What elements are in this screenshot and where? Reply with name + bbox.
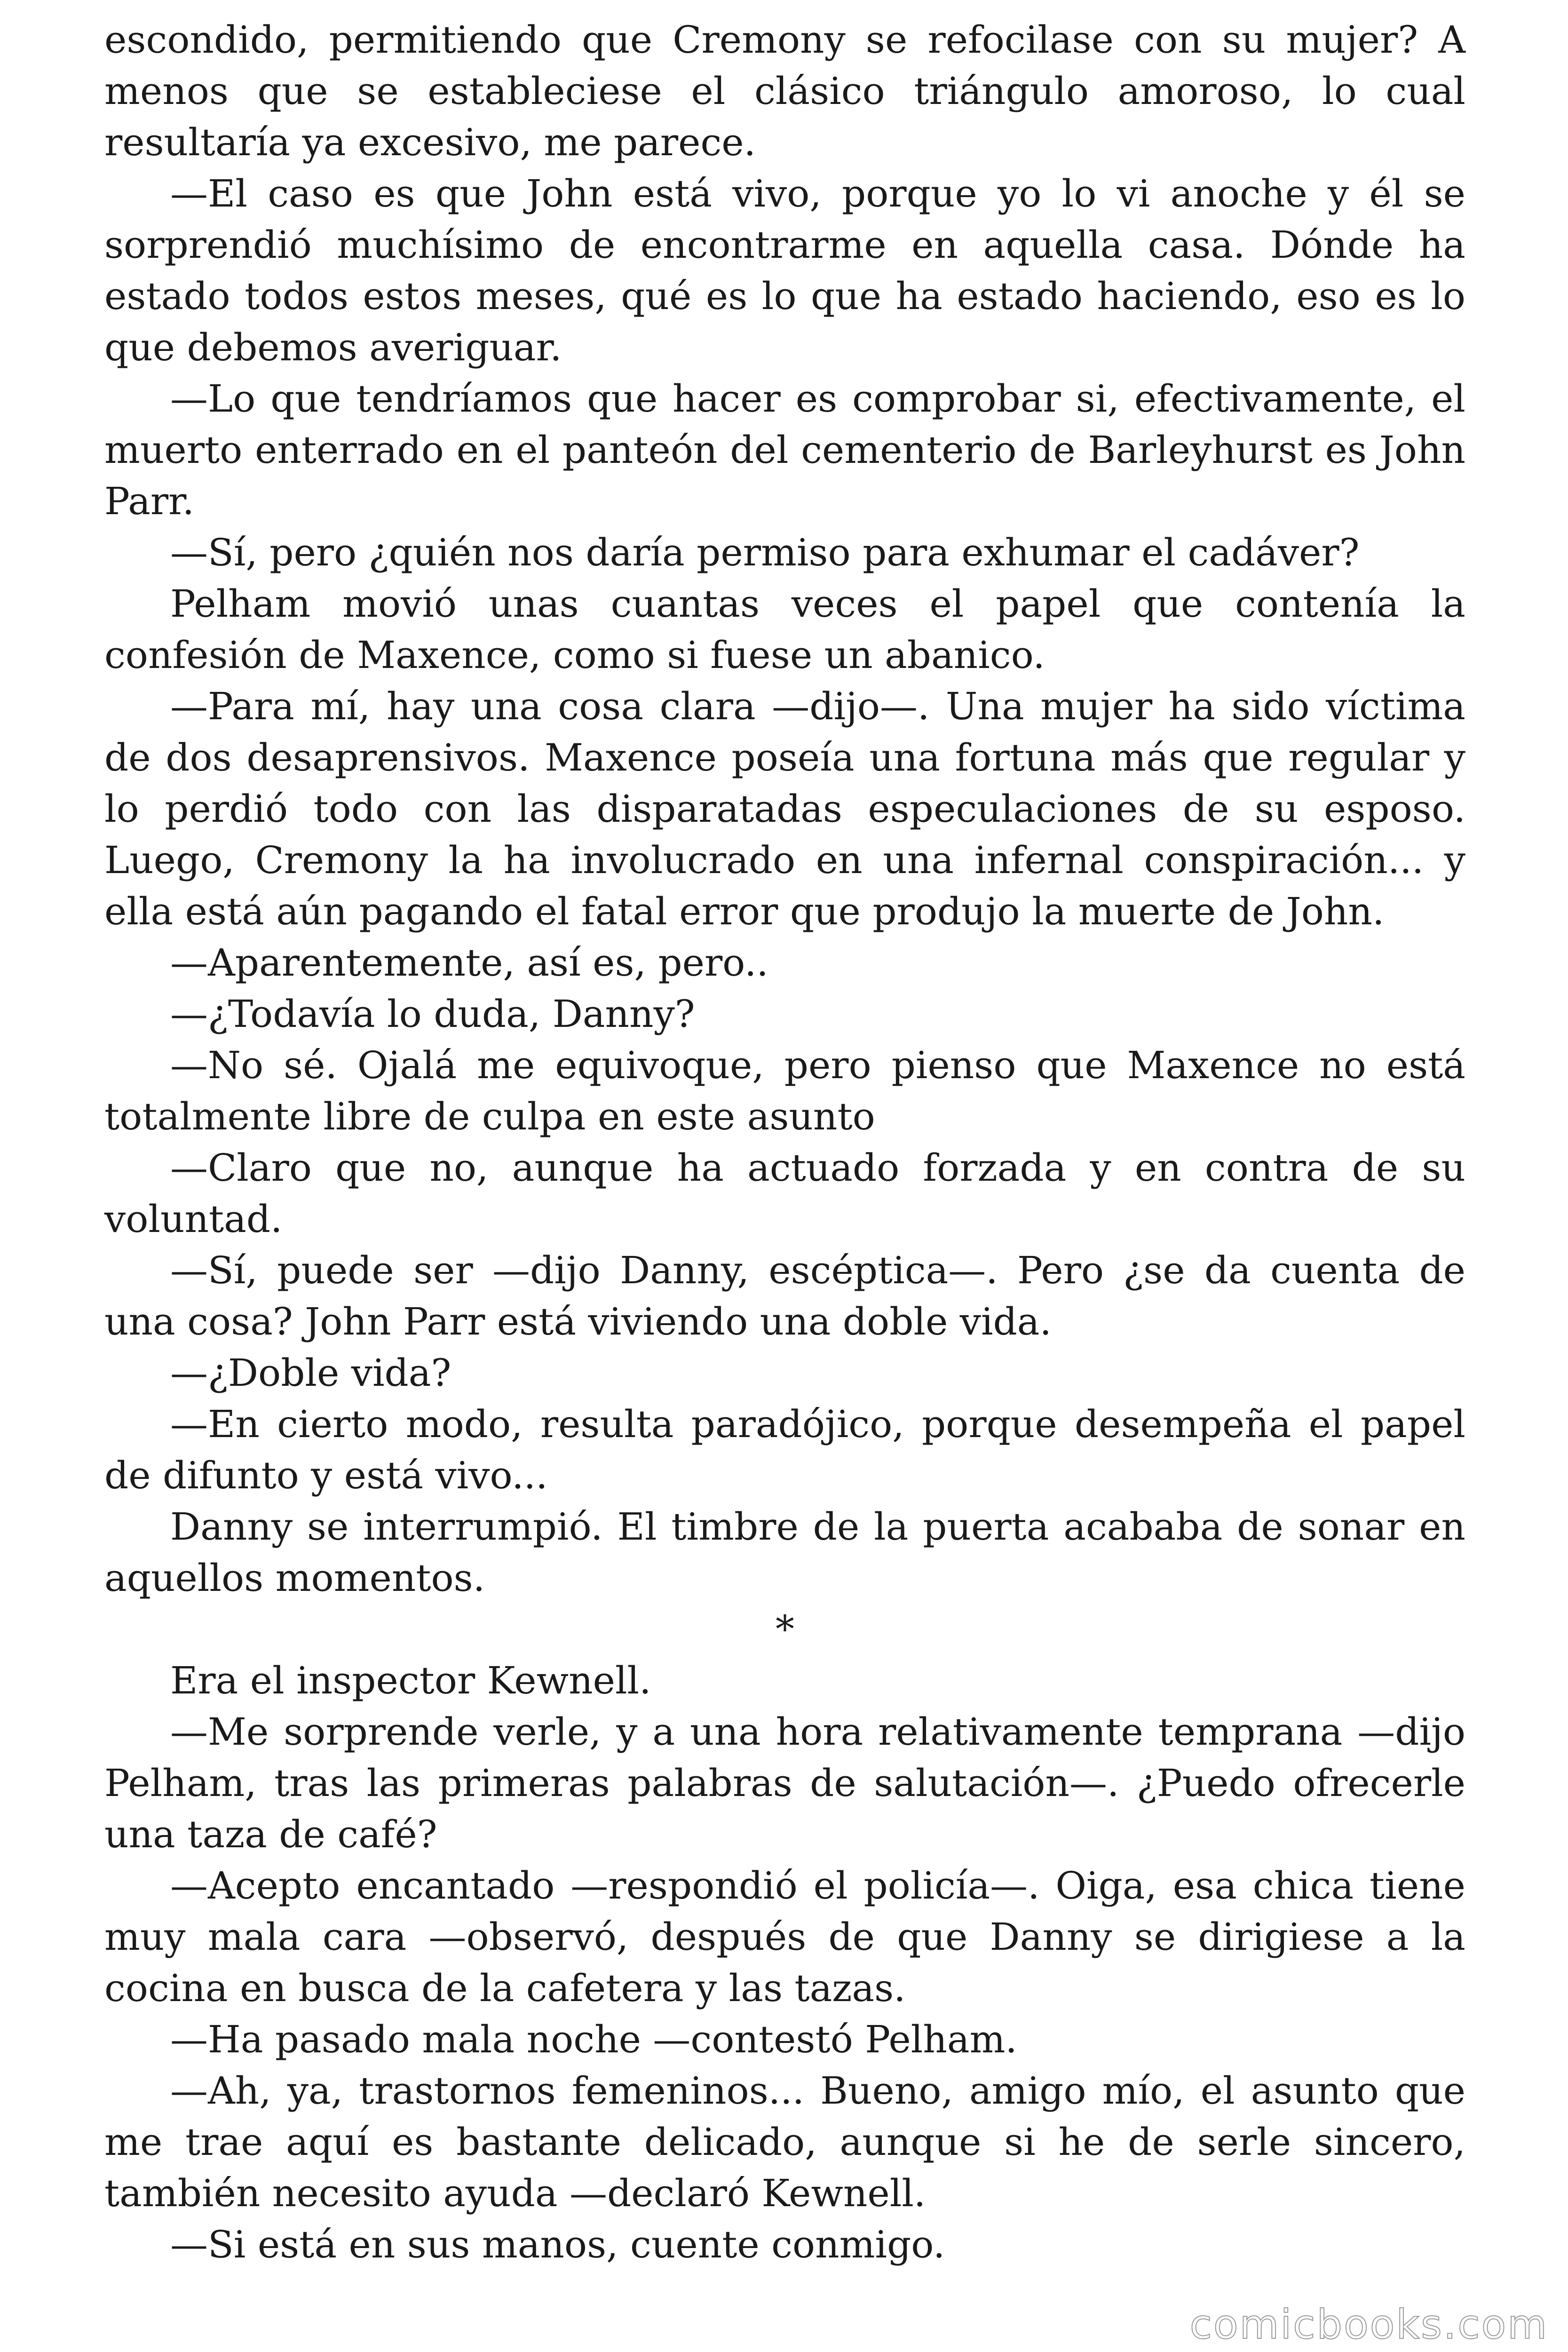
paragraph: —El caso es que John está vivo, porque yo lo vi anoche y él se sorprendió muchísimo de encontrarme en aquella casa. Dónde ha estado todos estos meses, qué es lo que ha estado haciendo, eso es lo que debemos averiguar. bbox=[104, 172, 1465, 369]
paragraph: escondido, permitiendo que Cremony se refocilase con su mujer? A menos que se estableciese el clásico triángulo amoroso, lo cual resultaría ya excesivo, me parece. bbox=[104, 18, 1465, 164]
paragraph: —Aparentemente, así es, pero.. bbox=[170, 941, 768, 985]
paragraph: Era el inspector Kewnell. bbox=[170, 1659, 651, 1702]
paragraph: —¿Doble vida? bbox=[170, 1351, 451, 1395]
paragraph: Danny se interrumpió. El timbre de la puerta acababa de sonar en aquellos momentos. bbox=[104, 1505, 1465, 1600]
section-separator: * bbox=[776, 1607, 794, 1651]
paragraph: —Claro que no, aunque ha actuado forzada y en contra de su voluntad. bbox=[104, 1146, 1465, 1241]
watermark: comicbooks.com bbox=[1189, 2301, 1548, 2348]
paragraph: —Si está en sus manos, cuente conmigo. bbox=[170, 2223, 945, 2266]
paragraph: —Me sorprende verle, y a una hora relativamente temprana —dijo Pelham, tras las primeras palabras de salutación—. ¿Puedo ofrecerle una taza de café? bbox=[104, 1710, 1465, 1856]
paragraph: —Sí, puede ser —dijo Danny, escéptica—. Pero ¿se da cuenta de una cosa? John Parr está viviendo una doble vida. bbox=[104, 1248, 1465, 1343]
paragraph: —No sé. Ojalá me equivoque, pero pienso que Maxence no está totalmente libre de culpa en este asunto bbox=[104, 1043, 1465, 1138]
paragraph: —Sí, pero ¿quién nos daría permiso para exhumar el cadáver? bbox=[170, 531, 1360, 574]
paragraph: —En cierto modo, resulta paradójico, porque desempeña el papel de difunto y está vivo... bbox=[104, 1402, 1465, 1497]
paragraph: —Ha pasado mala noche —contestó Pelham. bbox=[170, 2018, 1017, 2061]
paragraph: —Lo que tendríamos que hacer es comprobar si, efectivamente, el muerto enterrado en el panteón del cementerio de Barleyhurst es John Parr. bbox=[104, 377, 1465, 523]
paragraph: Pelham movió unas cuantas veces el papel que contenía la confesión de Maxence, como si fuese un abanico. bbox=[104, 582, 1465, 677]
paragraph: —Acepto encantado —respondió el policía—. Oiga, esa chica tiene muy mala cara —observó, después de que Danny se dirigiese a la cocina en busca de la cafetera y las tazas. bbox=[104, 1864, 1465, 2010]
paragraph: —¿Todavía lo duda, Danny? bbox=[170, 992, 695, 1036]
paragraph: —Ah, ya, trastornos femeninos... Bueno, amigo mío, el asunto que me trae aquí es bastante delicado, aunque si he de serle sincero, también necesito ayuda —declaró Kewnell. bbox=[104, 2069, 1465, 2215]
page-text bbox=[104, 14, 1465, 2270]
paragraph: —Para mí, hay una cosa clara —dijo—. Una mujer ha sido víctima de dos desaprensivos. Maxence poseía una fortuna más que regular y lo perdió todo con las disparatadas especulaciones de su esposo. Luego, Cremony la ha involucrado en una infernal conspiración... y ella está aún pagando el fatal error que produjo la muerte de John. bbox=[104, 684, 1465, 933]
